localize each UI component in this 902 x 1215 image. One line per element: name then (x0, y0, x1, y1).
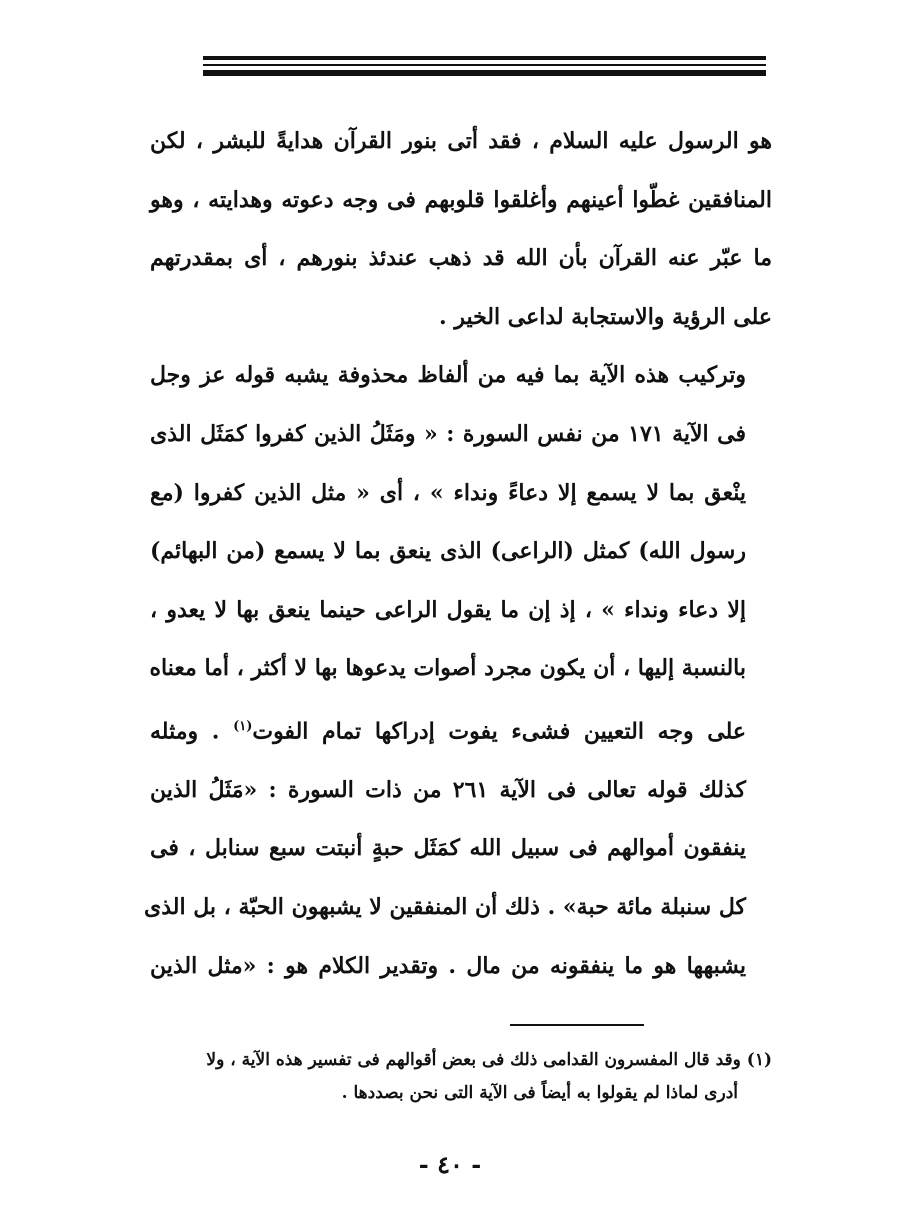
main-text (144, 112, 772, 995)
text-fragment: . ومثله (150, 718, 234, 745)
header-rule-thin (203, 64, 766, 66)
text-line: رسول الله) كمثل (الراعى) الذى ينعق بما لا يسمع (من البهائم) (150, 538, 746, 565)
footnote-line: (١) وقد قال المفسرون القدامى ذلك فى بعض أقوالهم فى تفسير هذه الآية ، ولا (206, 1050, 772, 1070)
text-line: فى الآية ١٧١ من نفس السورة : « ومَثَلُ الذين كفروا كمَثَل الذى (150, 420, 747, 447)
footnote-separator (510, 1024, 644, 1026)
text-line: على الرؤية والاستجابة لداعى الخير . (439, 303, 772, 330)
text-line: كل سنبلة مائة حبة» . ذلك أن المنفقين لا يشبهون الحبّة ، بل الذى (144, 894, 746, 921)
text-line: ينفقون أموالهم فى سبيل الله كمَثَل حبةٍ أنبتت سبع سنابل ، فى (150, 835, 746, 862)
text-line: بالنسبة إليها ، أن يكون مجرد أصوات يدعوها بها لا أكثر ، أما معناه (149, 655, 746, 682)
header-rule-bold (203, 70, 766, 76)
text-line: كذلك قوله تعالى فى الآية ٢٦١ من ذات السورة : «مَثَلُ الذين (150, 776, 746, 803)
text-line: يشبهها هو ما ينفقونه من مال . وتقدير الكلام هو : «مثل الذين (150, 952, 746, 979)
paragraph-1 (150, 112, 772, 346)
footnote-marker: (١) (233, 718, 253, 734)
text-line: وتركيب هذه الآية بما فيه من ألفاظ محذوفة يشبه قوله عز وجل (150, 362, 746, 389)
text-line: هو الرسول عليه السلام ، فقد أتى بنور القرآن هدايةً للبشر ، لكن (150, 128, 772, 154)
text-fragment: على وجه التعيين فشىء يفوت إدراكها تمام الفوت (252, 718, 746, 745)
page-number: - ٤٠ - (418, 1150, 482, 1179)
footnote-line: أدرى لماذا لم يقولوا به أيضاً فى الآية التى نحن بصددها . (341, 1083, 738, 1103)
paragraph-2 (144, 346, 772, 995)
text-line: ما عبّر عنه القرآن بأن الله قد ذهب عندئذ بنورهم ، أى بمقدرتهم (150, 245, 772, 272)
text-line: ينْعق بما لا يسمع إلا دعاءً ونداء » ، أى « مثل الذين كفروا (مع (150, 479, 746, 506)
footnote (150, 1044, 772, 1110)
text-line: إلا دعاء ونداء » ، إذ إن ما يقول الراعى حينما ينعق بها لا يعدو ، (150, 596, 746, 623)
header-rule-thick (203, 56, 766, 60)
text-line: المنافقين غطّوا أعينهم وأغلقوا قلوبهم فى وجه دعوته وهدايته ، وهو (150, 186, 772, 213)
text-line-with-footnote (150, 698, 772, 761)
